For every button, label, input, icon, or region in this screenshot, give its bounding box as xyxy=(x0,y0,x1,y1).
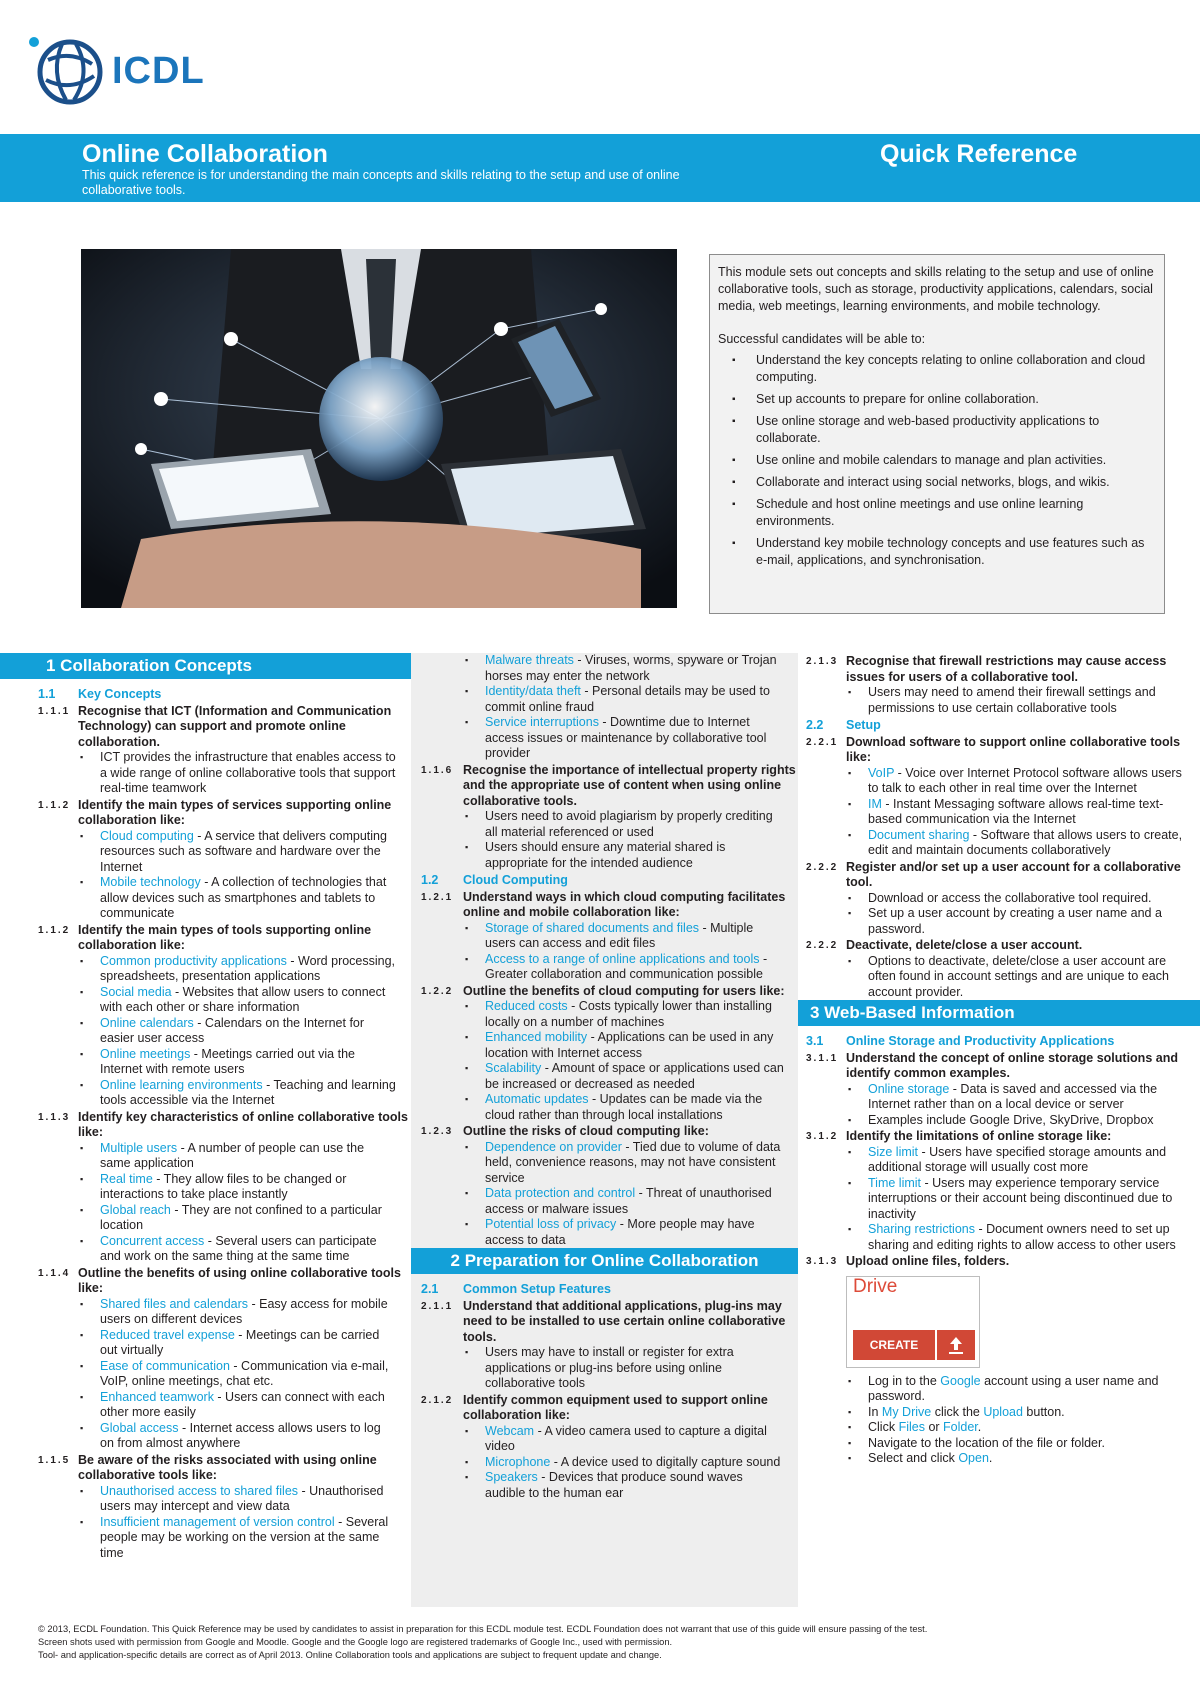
bullet-item xyxy=(463,1455,786,1471)
key-term: Dependence on provider xyxy=(485,1139,622,1154)
bullet-item xyxy=(846,1420,1188,1436)
icdl-logo xyxy=(26,30,205,112)
bullet-item xyxy=(846,1405,1188,1421)
bullet-item xyxy=(78,1421,397,1452)
outcome-text: Understand that additional applications, plug-ins may need to be installed to use certain online collaborative tools. xyxy=(463,1298,786,1344)
key-term: Ease of communication xyxy=(100,1358,230,1373)
bullet-text: - A number of people can use the same application xyxy=(100,1140,365,1170)
bullet-text: - Several users can participate and work on the same thing at the same time xyxy=(100,1233,377,1263)
bullet-text: - Teaching and learning tools accessible via the Internet xyxy=(100,1077,396,1107)
bullet-list xyxy=(411,1424,798,1502)
bullet-item xyxy=(846,1451,1188,1467)
page-subtitle: This quick reference is for understanding the main concepts and skills relating to the setup and use of online collaborative tools. xyxy=(82,168,680,197)
learning-outcome xyxy=(0,1110,411,1141)
intro-outcome: ▪ Understand the key concepts relating to online collaboration and cloud computing. xyxy=(732,352,1154,386)
outcome-text: Deactivate, delete/close a user account. xyxy=(846,938,1083,952)
subsection-title: Online Storage and Productivity Applications xyxy=(846,1034,1115,1048)
bullet-item xyxy=(78,750,397,797)
bullet-item xyxy=(463,1470,786,1501)
subsection-number: 1.1 xyxy=(38,687,56,701)
bullet-item xyxy=(78,829,397,876)
subsection-number: 2.1 xyxy=(421,1282,439,1296)
learning-outcome xyxy=(798,1254,1200,1270)
upload-button[interactable] xyxy=(937,1330,975,1360)
key-term: Online storage xyxy=(868,1081,950,1096)
bullet-list xyxy=(798,1374,1200,1467)
ui-term: Folder xyxy=(943,1420,978,1434)
outcome-number: 2.2.2 xyxy=(806,861,839,873)
bullet-item xyxy=(463,715,786,762)
outcome-number: 1.1.6 xyxy=(421,764,454,776)
bullet-item xyxy=(78,1016,397,1047)
intro-outcome: ▪ Set up accounts to prepare for online collaboration. xyxy=(732,391,1154,408)
bullet-text: - Users can connect with each other more easily xyxy=(100,1389,385,1419)
subsection-number: 3.1 xyxy=(806,1034,824,1048)
bullet-text: Navigate to the location of the file or folder. xyxy=(868,1435,1105,1450)
bullet-item xyxy=(78,1203,397,1234)
bullet-item xyxy=(78,985,397,1016)
bullet-item xyxy=(846,1222,1188,1253)
page-title: Online Collaboration xyxy=(82,140,328,168)
bullet-item xyxy=(846,1113,1188,1129)
key-term: Global reach xyxy=(100,1202,171,1217)
bullet-text: - Multiple users can access and edit files xyxy=(485,920,754,950)
key-term: Document sharing xyxy=(868,827,970,842)
bullet-text: button. xyxy=(1022,1404,1065,1419)
bullet-text: Download or access the collaborative tool required. xyxy=(868,890,1152,905)
bullet-item xyxy=(846,1436,1188,1452)
bullet-item xyxy=(78,875,397,922)
key-term: Reduced travel expense xyxy=(100,1327,235,1342)
bullet-text: - Several people may be working on the version at the same time xyxy=(100,1514,389,1560)
bullet-text: - Devices that produce sound waves audible to the human ear xyxy=(485,1470,743,1500)
outcome-text: Identify the limitations of online storage like: xyxy=(846,1129,1112,1143)
outcome-number: 1.1.3 xyxy=(38,1111,71,1123)
bullet-item xyxy=(78,1328,397,1359)
bullet-text: Users may have to install or register for extra applications or plug-ins before using online collaborative tools xyxy=(485,1345,734,1390)
key-term: Data protection and control xyxy=(485,1186,636,1200)
outcome-number: 3.1.2 xyxy=(806,1131,839,1142)
bullet-item xyxy=(78,1078,397,1109)
bullet-list xyxy=(411,921,798,983)
bullet-item xyxy=(78,1390,397,1421)
subsection-heading xyxy=(798,718,1200,734)
bullet-item xyxy=(463,1061,786,1092)
globe-logo-icon xyxy=(26,30,108,112)
google-drive-screenshot xyxy=(846,1276,980,1368)
bullet-text: - Personal details may be used to commit online fraud xyxy=(485,684,770,714)
intro-outcome: ▪ Schedule and host online meetings and use online learning environments. xyxy=(732,496,1154,530)
bullet-text: - A service that delivers computing resources such as software and hardware over the Internet xyxy=(100,828,387,874)
bullet-text: Examples include Google Drive, SkyDrive, Dropbox xyxy=(868,1112,1154,1127)
learning-outcome xyxy=(411,1124,798,1140)
outcome-text: Identify the main types of services supporting online collaboration like: xyxy=(78,797,392,827)
bullet-text: - Meetings carried out via the Internet with remote users xyxy=(100,1046,355,1076)
bullet-text: - Threat of unauthorised access or malware issues xyxy=(485,1186,772,1216)
bullet-item xyxy=(463,653,786,684)
bullet-text: In xyxy=(868,1404,882,1419)
bullet-list xyxy=(0,750,411,797)
bullet-item xyxy=(78,1047,397,1078)
intro-candidates-lead: Successful candidates will be able to: xyxy=(718,332,926,346)
bullet-text: - They are not confined to a particular location xyxy=(100,1202,382,1232)
learning-outcome xyxy=(411,890,798,921)
bullet-list xyxy=(798,1145,1200,1254)
bullet-text: - Users have specified storage amounts and additional storage will usually cost more xyxy=(868,1144,1167,1174)
bullet-item xyxy=(846,1082,1188,1113)
bullet-text: - Data is saved and accessed via the Internet rather than on a local device or server xyxy=(868,1081,1158,1111)
outcome-number: 2.1.3 xyxy=(806,656,839,667)
outcome-text: Download software to support online collaborative tools like: xyxy=(846,734,1181,764)
subsection-number: 1.2 xyxy=(421,873,439,887)
ui-term: Open xyxy=(958,1451,989,1465)
bullet-text: account using a user name and password. xyxy=(868,1373,1159,1403)
bullet-text: Log in to the xyxy=(868,1373,941,1388)
bullet-item xyxy=(463,1092,786,1123)
bullet-list xyxy=(798,954,1200,1001)
bullet-list xyxy=(798,1082,1200,1129)
bullet-text: Set up a user account by creating a user name and a password. xyxy=(868,906,1162,936)
upload-icon xyxy=(937,1330,975,1360)
bullet-text: - Costs typically lower than installing locally on a number of machines xyxy=(485,999,772,1029)
outcome-text: Register and/or set up a user account for a collaborative tool. xyxy=(846,859,1181,889)
key-term: Concurrent access xyxy=(100,1233,205,1248)
bullet-list xyxy=(411,1345,798,1392)
subsection-heading xyxy=(411,1282,798,1298)
learning-outcome xyxy=(798,654,1200,685)
subsection-heading xyxy=(798,1034,1200,1050)
learning-outcome xyxy=(411,1393,798,1424)
bullet-text: - Word processing, spreadsheets, presentation applications xyxy=(100,953,396,983)
bullet-item xyxy=(846,1176,1188,1223)
column-3 xyxy=(798,653,1200,1467)
bullet-list xyxy=(411,999,798,1123)
bullet-text: - Software that allows users to create, edit and maintain documents collaboratively xyxy=(868,827,1183,857)
drive-title: Drive xyxy=(853,1275,898,1297)
bullet-item xyxy=(463,684,786,715)
business-network-illustration xyxy=(81,249,677,608)
learning-outcome xyxy=(798,938,1200,954)
bullet-list xyxy=(798,766,1200,859)
outcome-number: 2.1.1 xyxy=(421,1300,454,1312)
outcome-number: 3.1.3 xyxy=(806,1256,839,1267)
key-term: Sharing restrictions xyxy=(868,1222,975,1236)
subsection-heading xyxy=(411,873,798,889)
footer-line: Screen shots used with permission from Google and Moodle. Google and the Google logo are registered trademarks of Google Inc., used with permission. xyxy=(38,1637,673,1647)
bullet-text: - Websites that allow users to connect with each other or share information xyxy=(100,984,386,1014)
bullet-item xyxy=(846,766,1188,797)
key-term: Enhanced teamwork xyxy=(100,1389,214,1404)
key-term: Access to a range of online applications and tools xyxy=(485,951,760,966)
learning-outcome xyxy=(411,1299,798,1346)
bullet-item xyxy=(78,1141,397,1172)
bullet-item xyxy=(78,1297,397,1328)
bullet-text: - Updates can be made via the cloud rather than through local installations xyxy=(485,1092,763,1122)
bullet-item xyxy=(463,1030,786,1061)
title-banner xyxy=(0,134,1200,202)
footer-notice xyxy=(38,1623,1168,1662)
intro-outcome: ▪ Understand key mobile technology concepts and use features such as e-mail, applications, and synchronisation. xyxy=(732,535,1154,569)
outcome-number: 2.2.2 xyxy=(806,940,839,951)
module-intro-box xyxy=(709,254,1165,614)
outcome-text: Identify key characteristics of online collaborative tools like: xyxy=(78,1109,408,1139)
bullet-item xyxy=(846,891,1188,907)
bullet-list xyxy=(0,829,411,922)
intro-outcome: ▪ Collaborate and interact using social networks, blogs, and wikis. xyxy=(732,474,1154,491)
section-header: 3 Web-Based Information xyxy=(798,1000,1200,1026)
learning-outcome xyxy=(0,1266,411,1297)
learning-outcome xyxy=(798,1129,1200,1145)
learning-outcome xyxy=(0,704,411,751)
learning-outcome xyxy=(798,1051,1200,1082)
bullet-list xyxy=(0,954,411,1109)
bullet-item xyxy=(78,1172,397,1203)
bullet-item xyxy=(463,1217,786,1248)
subsection-number: 2.2 xyxy=(806,718,824,732)
bullet-item xyxy=(463,1140,786,1187)
bullet-text: - They allow files to be changed or interactions to take place instantly xyxy=(100,1171,347,1201)
bullet-list xyxy=(0,1297,411,1452)
outcome-number: 2.1.2 xyxy=(421,1394,454,1406)
bullet-list xyxy=(411,653,798,762)
bullet-text: - Internet access allows users to log on from almost anywhere xyxy=(100,1420,381,1450)
bullet-list xyxy=(411,1140,798,1249)
outcome-number: 2.2.1 xyxy=(806,736,839,748)
bullet-text: Users may need to amend their firewall settings and permissions to use certain collaborative tools xyxy=(868,685,1156,715)
ui-term: My Drive xyxy=(881,1404,932,1419)
key-term: Webcam xyxy=(485,1423,535,1438)
key-term: Storage of shared documents and files xyxy=(485,920,700,935)
key-term: Online meetings xyxy=(100,1046,191,1061)
bullet-list xyxy=(798,685,1200,716)
key-term: Size limit xyxy=(868,1144,919,1159)
intro-outcome: ▪ Use online storage and web-based productivity applications to collaborate. xyxy=(732,413,1154,447)
bullet-item xyxy=(78,1515,397,1562)
outcome-number: 1.1.2 xyxy=(38,924,71,936)
outcome-text: Recognise that firewall restrictions may cause access issues for users of a collaborative tool. xyxy=(846,654,1167,684)
footer-line: © 2013, ECDL Foundation. This Quick Reference may be used by candidates to assist in preparation for this ECDL module test. ECDL Foundation does not warrant that use of this guide will ensure passing of the test. xyxy=(38,1624,928,1634)
key-term: Microphone xyxy=(485,1454,551,1469)
bullet-text: click the xyxy=(931,1404,984,1419)
bullet-text: - Easy access for mobile users on different devices xyxy=(100,1296,388,1326)
subsection-title: Setup xyxy=(846,718,881,732)
bullet-list xyxy=(798,891,1200,938)
bullet-list xyxy=(0,1141,411,1265)
learning-outcome xyxy=(411,763,798,810)
column-2 xyxy=(411,653,798,1607)
outcome-text: Recognise the importance of intellectual property rights and the appropriate use of content when using online collaborative tools. xyxy=(463,762,796,808)
bullet-text: - A collection of technologies that allow devices such as smartphones and tablets to communicate xyxy=(100,875,387,920)
key-term: Speakers xyxy=(485,1470,538,1484)
bullet-text: - Document owners need to set up sharing and editing rights to allow access to other users xyxy=(868,1222,1176,1252)
learning-outcome xyxy=(0,923,411,954)
key-term: Real time xyxy=(100,1171,153,1186)
outcome-number: 1.2.3 xyxy=(421,1126,454,1137)
outcome-text: Understand the concept of online storage solutions and identify common examples. xyxy=(846,1050,1178,1080)
key-term: Enhanced mobility xyxy=(485,1030,588,1044)
footer-line: Tool- and application-specific details are correct as of April 2013. Online Collaboration tools and applications are subject to frequent update and change. xyxy=(38,1650,662,1660)
outcome-text: Outline the benefits of cloud computing for users like: xyxy=(463,983,785,998)
logo-text: ICDL xyxy=(112,49,205,92)
ui-term: Upload xyxy=(983,1404,1023,1419)
learning-outcome xyxy=(0,798,411,829)
key-term: Shared files and calendars xyxy=(100,1296,249,1311)
bullet-item xyxy=(463,1424,786,1455)
subsection-title: Common Setup Features xyxy=(463,1282,611,1296)
key-term: Scalability xyxy=(485,1061,542,1075)
bullet-text: - A video camera used to capture a digital video xyxy=(485,1423,767,1453)
bullet-text: - Communication via e-mail, VoIP, online meetings, chat etc. xyxy=(100,1358,389,1388)
outcome-text: Understand ways in which cloud computing facilitates online and mobile collaboration like: xyxy=(463,889,786,919)
key-term: Unauthorised access to shared files xyxy=(100,1483,299,1498)
key-term: Common productivity applications xyxy=(100,953,287,968)
bullet-item xyxy=(463,999,786,1030)
bullet-item xyxy=(846,1374,1188,1405)
key-term: Cloud computing xyxy=(100,828,194,843)
outcome-text: Identify the main types of tools supporting online collaboration like: xyxy=(78,922,372,952)
key-term: Automatic updates xyxy=(485,1092,589,1106)
learning-outcome xyxy=(411,984,798,1000)
outcome-number: 1.1.4 xyxy=(38,1267,71,1279)
section-header: 1 Collaboration Concepts xyxy=(0,653,411,679)
bullet-list xyxy=(411,809,798,871)
key-term: Time limit xyxy=(868,1175,922,1190)
key-term: Online learning environments xyxy=(100,1077,263,1092)
outcome-number: 1.1.2 xyxy=(38,799,71,811)
ui-term: Files xyxy=(898,1420,925,1434)
key-term: Global access xyxy=(100,1420,179,1435)
bullet-text: - Instant Messaging software allows real-time text-based communication via the Internet xyxy=(868,796,1164,826)
learning-outcome xyxy=(0,1453,411,1484)
bullet-item xyxy=(846,954,1188,1001)
column-1 xyxy=(0,653,411,1561)
key-term: Identity/data theft xyxy=(485,684,581,698)
intro-paragraph: This module sets out concepts and skills relating to the setup and use of online collaborative tools, such as storage, productivity applications, calendars, social media, web meetings, learning environments, and mobile technology. xyxy=(718,265,1154,313)
bullet-text: - Tied due to volume of data held, convenience reasons, may not have consistent service xyxy=(485,1139,781,1185)
create-button[interactable]: CREATE xyxy=(853,1330,935,1360)
intro-outcome: ▪ Use online and mobile calendars to manage and plan activities. xyxy=(732,452,1154,469)
bullet-item xyxy=(463,840,786,871)
bullet-item xyxy=(846,1145,1188,1176)
bullet-item xyxy=(78,1359,397,1390)
outcome-number: 1.2.1 xyxy=(421,891,454,903)
outcome-number: 1.2.2 xyxy=(421,985,454,997)
bullet-text: - Unauthorised users may intercept and view data xyxy=(100,1483,384,1513)
bullet-list xyxy=(0,1484,411,1562)
bullet-item xyxy=(463,952,786,983)
key-term: Multiple users xyxy=(100,1140,178,1155)
subsection-heading xyxy=(0,687,411,703)
bullet-text: - Amount of space or applications used can be increased or decreased as needed xyxy=(485,1061,784,1091)
outcome-text: Upload online files, folders. xyxy=(846,1254,1010,1268)
ui-term: Google xyxy=(940,1373,981,1388)
bullet-text: - Viruses, worms, spyware or Trojan horses may enter the network xyxy=(485,653,777,683)
subsection-title: Cloud Computing xyxy=(463,873,568,887)
bullet-text: - Calendars on the Internet for easier user access xyxy=(100,1015,365,1045)
key-term: IM xyxy=(868,796,882,811)
hero-image xyxy=(81,249,677,608)
outcome-number: 3.1.1 xyxy=(806,1052,839,1064)
bullet-text: - Meetings can be carried out virtually xyxy=(100,1327,380,1357)
bullet-text: - Users may experience temporary service interruptions or their account being discontinued due to inactivity xyxy=(868,1175,1173,1221)
key-term: Mobile technology xyxy=(100,875,201,889)
bullet-item xyxy=(78,1234,397,1265)
bullet-text: Options to deactivate, delete/close a user account are often found in account settings and are unique to each account provider. xyxy=(868,953,1169,999)
bullet-item xyxy=(463,1345,786,1392)
outcome-text: Outline the risks of cloud computing like: xyxy=(463,1124,709,1138)
key-term: Social media xyxy=(100,984,172,999)
learning-outcome xyxy=(798,860,1200,891)
bullet-item xyxy=(463,1186,786,1217)
bullet-text: or xyxy=(924,1420,944,1434)
key-term: Online calendars xyxy=(100,1015,194,1030)
bullet-text: - Voice over Internet Protocol software allows users to talk to each other in real time over the Internet xyxy=(868,765,1182,795)
section-header: 2 Preparation for Online Collaboration xyxy=(411,1248,798,1274)
bullet-item xyxy=(846,685,1188,716)
bullet-text: ICT provides the infrastructure that enables access to a wide range of online collaborative tools that support real-time teamwork xyxy=(100,750,396,795)
key-term: Insufficient management of version control xyxy=(100,1514,335,1529)
key-term: Service interruptions xyxy=(485,715,599,729)
bullet-text: Users need to avoid plagiarism by properly crediting all material referenced or used xyxy=(485,809,773,839)
bullet-text: Click xyxy=(868,1420,899,1434)
outcome-text: Be aware of the risks associated with using online collaborative tools like: xyxy=(78,1452,377,1482)
bullet-text: - Applications can be used in any location with Internet access xyxy=(485,1030,774,1060)
outcome-text: Identify common equipment used to support online collaboration like: xyxy=(463,1392,768,1422)
bullet-text: - More people may have access to data xyxy=(485,1217,755,1247)
outcome-text: Recognise that ICT (Information and Communication Technology) can support and promote online collaboration. xyxy=(78,703,392,749)
intro-outcomes-list xyxy=(718,352,1154,569)
outcome-number: 1.1.1 xyxy=(38,705,71,717)
quick-reference-label: Quick Reference xyxy=(880,140,1078,168)
bullet-text: - Greater collaboration and communication possible xyxy=(485,951,768,981)
bullet-item xyxy=(78,954,397,985)
bullet-item xyxy=(846,906,1188,937)
learning-outcome xyxy=(798,735,1200,766)
bullet-item xyxy=(463,809,786,840)
bullet-text: - Downtime due to Internet access issues or maintenance by collaborative tool provider xyxy=(485,715,767,760)
outcome-number: 1.1.5 xyxy=(38,1454,71,1466)
outcome-text: Outline the benefits of using online collaborative tools like: xyxy=(78,1265,401,1295)
bullet-item xyxy=(846,828,1188,859)
bullet-text: - A device used to digitally capture sound xyxy=(550,1454,781,1469)
bullet-text: . xyxy=(988,1451,993,1465)
bullet-item xyxy=(846,797,1188,828)
key-term: Potential loss of privacy xyxy=(485,1217,617,1231)
bullet-item xyxy=(78,1484,397,1515)
bullet-text: . xyxy=(977,1420,982,1434)
key-term: Malware threats xyxy=(485,653,574,667)
subsection-title: Key Concepts xyxy=(78,687,162,701)
key-term: VoIP xyxy=(868,765,895,780)
bullet-text: Users should ensure any material shared is appropriate for the intended audience xyxy=(485,840,726,870)
bullet-item xyxy=(463,921,786,952)
key-term: Reduced costs xyxy=(485,999,568,1013)
bullet-text: Select and click xyxy=(868,1451,959,1465)
